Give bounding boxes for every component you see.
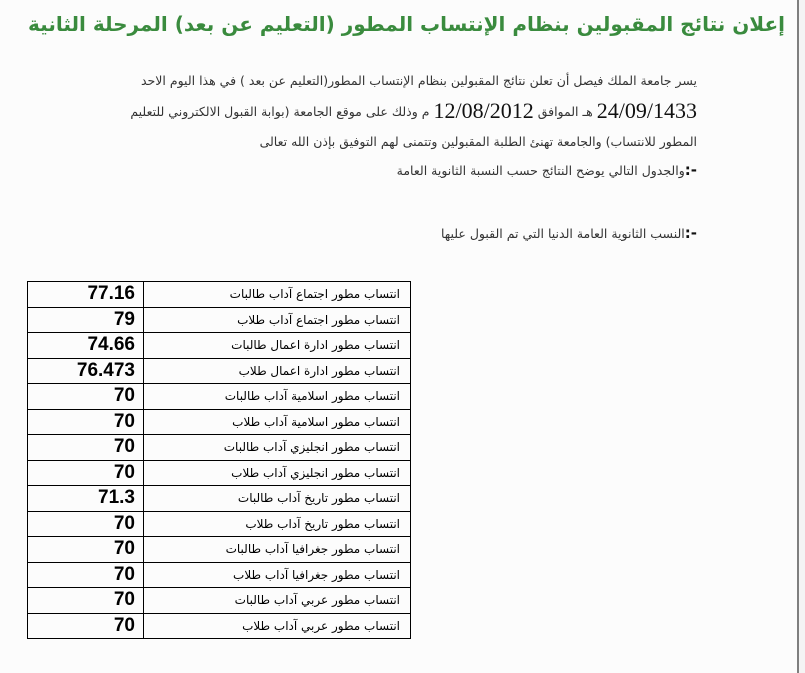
program-label: انتساب مطور اجتماع آداب طالبات [144, 282, 411, 308]
rate-value: 70 [28, 613, 144, 639]
table-note-line [97, 161, 697, 179]
hijri-date: 24/09/1433 [596, 98, 697, 123]
rate-value: 77.16 [28, 282, 144, 308]
rate-value: 71.3 [28, 486, 144, 512]
program-label: انتساب مطور جغرافيا آداب طلاب [144, 562, 411, 588]
rate-value: 70 [28, 588, 144, 614]
table-row [28, 460, 411, 486]
page-title: إعلان نتائج المقبولين بنظام الإنتساب المطور (التعليم عن بعد) المرحلة الثانية [28, 12, 785, 36]
table-note-text: والجدول التالي يوضح النتائج حسب النسبة الثانوية العامة [396, 163, 685, 178]
intro-text-1: يسر جامعة الملك فيصل أن تعلن نتائج المقبولين بنظام الإنتساب المطور(التعليم عن بعد ) في هذا اليوم الاحد [140, 73, 697, 88]
corresponding-label: الموافق [537, 104, 579, 119]
rate-value: 70 [28, 435, 144, 461]
program-label: انتساب مطور جغرافيا آداب طالبات [144, 537, 411, 563]
table-row [28, 282, 411, 308]
rate-value: 70 [28, 460, 144, 486]
window-edge-line [797, 0, 799, 673]
min-rates-text: النسب الثانوية العامة الدنيا التي تم القبول عليها [440, 226, 685, 241]
table-row [28, 562, 411, 588]
program-label: انتساب مطور عربي آداب طالبات [144, 588, 411, 614]
gregorian-date: 12/08/2012 [433, 98, 534, 123]
dash-mark: -: [684, 161, 697, 179]
rate-value: 74.66 [28, 333, 144, 359]
window-edge [798, 0, 805, 673]
results-table [27, 281, 411, 639]
rate-value: 76.473 [28, 358, 144, 384]
dash-mark: -: [684, 224, 697, 242]
program-label: انتساب مطور تاريخ آداب طلاب [144, 511, 411, 537]
program-label: انتساب مطور انجليزي آداب طالبات [144, 435, 411, 461]
table-row [28, 537, 411, 563]
table-row [28, 333, 411, 359]
table-row [28, 435, 411, 461]
rate-value: 79 [28, 307, 144, 333]
rate-value: 70 [28, 409, 144, 435]
program-label: انتساب مطور ادارة اعمال طلاب [144, 358, 411, 384]
table-row [28, 358, 411, 384]
table-row [28, 511, 411, 537]
rate-value: 70 [28, 537, 144, 563]
table-row [28, 486, 411, 512]
table-row [28, 588, 411, 614]
intro-text-2: م وذلك على موقع الجامعة (بوابة القبول الالكتروني للتعليم المطور للانتساب) والجامعة تهنئ الطلبة المقبولين وتتمنى لهم التوفيق بإذن الله تعالى [130, 104, 697, 149]
program-label: انتساب مطور اسلامية آداب طالبات [144, 384, 411, 410]
announcement-paragraph [97, 66, 697, 157]
rate-value: 70 [28, 562, 144, 588]
rate-value: 70 [28, 384, 144, 410]
table-row [28, 409, 411, 435]
table-row [28, 613, 411, 639]
hijri-suffix: هـ [582, 104, 593, 119]
rate-value: 70 [28, 511, 144, 537]
program-label: انتساب مطور اسلامية آداب طلاب [144, 409, 411, 435]
program-label: انتساب مطور اجتماع آداب طلاب [144, 307, 411, 333]
program-label: انتساب مطور ادارة اعمال طالبات [144, 333, 411, 359]
min-rates-line [97, 224, 697, 242]
table-row [28, 307, 411, 333]
table-row [28, 384, 411, 410]
program-label: انتساب مطور تاريخ آداب طالبات [144, 486, 411, 512]
program-label: انتساب مطور انجليزي آداب طلاب [144, 460, 411, 486]
program-label: انتساب مطور عربي آداب طلاب [144, 613, 411, 639]
